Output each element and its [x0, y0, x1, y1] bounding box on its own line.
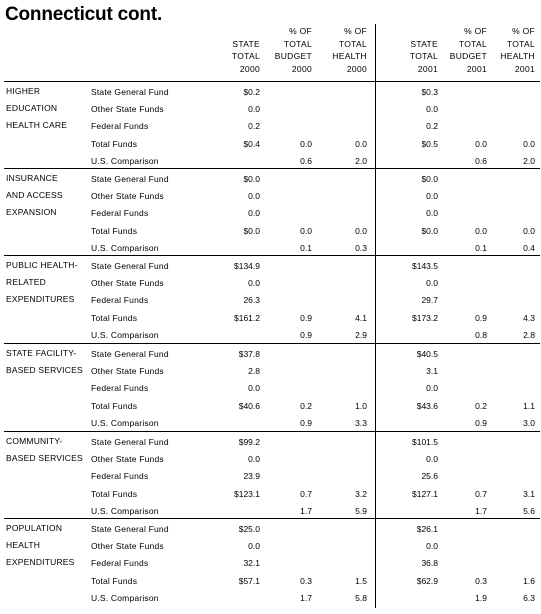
column-header-line: TOTAL	[506, 38, 535, 49]
row-label: Total Funds	[91, 225, 138, 236]
column-header-line: HEALTH	[332, 51, 367, 61]
column-header-line: 2000	[291, 63, 312, 74]
row-label: Other State Funds	[91, 541, 164, 552]
column-header-line: % OF	[464, 26, 487, 36]
column-header	[477, 25, 535, 75]
table-cell: $25.0	[238, 524, 260, 534]
section-label-line: EXPENDITURES	[6, 557, 75, 567]
section-label-line: HEALTH CARE	[6, 120, 68, 130]
section-label-line: POPULATION	[6, 523, 63, 533]
table-row	[0, 171, 541, 188]
column-header-line: TOTAL	[409, 51, 438, 61]
table-cell: 5.9	[355, 505, 367, 516]
table-cell: 0.3	[475, 575, 487, 586]
column-header-line: 2000	[346, 63, 367, 74]
row-label: Federal Funds	[91, 295, 149, 306]
table-row	[0, 590, 541, 607]
section-label-line: PUBLIC HEALTH-	[6, 260, 78, 270]
table-cell: 1.7	[300, 505, 312, 516]
table-cell: 3.1	[523, 488, 535, 499]
table-cell: $0.3	[421, 87, 438, 97]
table-cell: 0.2	[426, 121, 438, 132]
table-cell: $123.1	[234, 488, 260, 499]
section-label-line: INSURANCE	[6, 173, 58, 183]
row-label: Federal Funds	[91, 558, 149, 569]
row-label: Total Funds	[91, 488, 138, 499]
table-cell: $0.2	[243, 87, 260, 97]
section-label-line: BASED SERVICES	[6, 453, 83, 463]
table-cell: 0.0	[355, 138, 367, 149]
table-cell: 1.7	[300, 592, 312, 603]
table-cell: 0.9	[475, 312, 487, 323]
table-cell: 1.0	[355, 400, 367, 411]
table-row	[0, 101, 541, 118]
column-header-line: 2001	[417, 63, 438, 74]
table-cell: 4.1	[355, 312, 367, 323]
table-cell: 0.7	[300, 488, 312, 499]
table-cell: 6.3	[523, 592, 535, 603]
row-label: U.S. Comparison	[91, 592, 159, 603]
section-divider	[4, 518, 540, 519]
table-cell: 1.7	[475, 505, 487, 516]
table-row	[0, 346, 541, 363]
page-title: Connecticut cont.	[5, 4, 163, 25]
table-row	[0, 118, 541, 135]
table-row	[0, 451, 541, 468]
section-divider	[4, 431, 540, 432]
column-header	[202, 38, 260, 76]
table-cell: 4.3	[523, 312, 535, 323]
table-cell: $0.0	[243, 174, 260, 184]
table-cell: 0.2	[248, 121, 260, 132]
table-cell: 0.0	[426, 208, 438, 219]
table-row	[0, 310, 541, 327]
table-cell: 0.0	[248, 208, 260, 219]
row-label: U.S. Comparison	[91, 242, 159, 253]
table-row	[0, 415, 541, 432]
table-cell: 36.8	[421, 558, 438, 569]
table-cell: 0.2	[300, 400, 312, 411]
table-cell: $57.1	[238, 575, 260, 586]
table-row	[0, 363, 541, 380]
table-cell: 0.9	[300, 312, 312, 323]
section-label-line: EXPANSION	[6, 207, 57, 217]
table-cell: 0.9	[300, 417, 312, 428]
table-row	[0, 521, 541, 538]
column-header-line: % OF	[289, 26, 312, 36]
table-row	[0, 573, 541, 590]
table-cell: 0.0	[426, 541, 438, 552]
table-cell: 2.8	[248, 366, 260, 377]
column-header-line: 2001	[466, 63, 487, 74]
table-cell: 0.0	[475, 138, 487, 149]
section-label-line: HIGHER	[6, 86, 41, 96]
table-cell: $134.9	[234, 261, 260, 271]
table-cell: 0.0	[523, 138, 535, 149]
table-cell: $0.0	[421, 174, 438, 184]
row-label: Federal Funds	[91, 383, 149, 394]
row-label: Total Funds	[91, 400, 138, 411]
column-header-line: % OF	[512, 26, 535, 36]
table-cell: 0.0	[248, 278, 260, 289]
section-divider	[4, 255, 540, 256]
row-label: Federal Funds	[91, 121, 149, 132]
table-cell: 25.6	[421, 471, 438, 482]
table-cell: 0.0	[426, 104, 438, 115]
row-label: State General Fund	[91, 349, 169, 359]
row-label: State General Fund	[91, 261, 169, 271]
section-label-line: RELATED	[6, 277, 46, 287]
table-cell: $0.5	[421, 138, 438, 149]
table-cell: 0.9	[300, 329, 312, 340]
table-row	[0, 275, 541, 292]
row-label: U.S. Comparison	[91, 505, 159, 516]
column-header-line: BUDGET	[274, 51, 312, 61]
table-cell: 0.0	[523, 225, 535, 236]
section-label-line: BASED SERVICES	[6, 365, 83, 375]
table-cell: 0.0	[248, 191, 260, 202]
column-header-line: BUDGET	[449, 51, 487, 61]
column-header-line: TOTAL	[338, 38, 367, 49]
table-row	[0, 258, 541, 275]
row-label: Other State Funds	[91, 104, 164, 115]
table-cell: 23.9	[243, 471, 260, 482]
row-label: State General Fund	[91, 437, 169, 447]
table-cell: 2.0	[523, 155, 535, 166]
table-cell: 1.5	[355, 575, 367, 586]
table-cell: 3.0	[523, 417, 535, 428]
row-label: Other State Funds	[91, 366, 164, 377]
table-cell: 3.1	[426, 366, 438, 377]
table-row	[0, 292, 541, 309]
table-cell: 0.1	[475, 242, 487, 253]
table-row	[0, 188, 541, 205]
row-label: Other State Funds	[91, 454, 164, 465]
table-row	[0, 327, 541, 344]
column-header	[309, 25, 367, 75]
section-label-line: EDUCATION	[6, 103, 58, 113]
table-row	[0, 434, 541, 451]
table-cell: 0.9	[475, 417, 487, 428]
table-cell: 1.9	[475, 592, 487, 603]
row-label: Total Funds	[91, 312, 138, 323]
section-divider	[4, 81, 540, 82]
table-cell: $0.0	[243, 225, 260, 236]
table-cell: 32.1	[243, 558, 260, 569]
table-cell: 0.6	[300, 155, 312, 166]
row-label: State General Fund	[91, 524, 169, 534]
section-label-line: HEALTH	[6, 540, 41, 550]
table-cell: 0.0	[300, 225, 312, 236]
section-label-line: AND ACCESS	[6, 190, 63, 200]
row-label: State General Fund	[91, 87, 169, 97]
table-cell: $0.0	[421, 225, 438, 236]
table-cell: $40.6	[238, 400, 260, 411]
table-cell: 0.1	[300, 242, 312, 253]
table-row	[0, 555, 541, 572]
table-cell: 0.0	[355, 225, 367, 236]
table-cell: 2.0	[355, 155, 367, 166]
table-cell: 0.0	[248, 104, 260, 115]
row-label: Federal Funds	[91, 471, 149, 482]
section-divider	[4, 343, 540, 344]
section-label-line: STATE FACILITY-	[6, 348, 77, 358]
table-cell: 5.6	[523, 505, 535, 516]
row-label: U.S. Comparison	[91, 155, 159, 166]
table-cell: 0.0	[248, 383, 260, 394]
table-cell: 0.0	[300, 138, 312, 149]
row-label: State General Fund	[91, 174, 169, 184]
table-cell: $37.8	[238, 349, 260, 359]
section-label-line: COMMUNITY-	[6, 436, 63, 446]
row-label: Total Funds	[91, 138, 138, 149]
table-cell: $101.5	[412, 437, 438, 447]
section-divider	[4, 168, 540, 169]
table-row	[0, 380, 541, 397]
table-row	[0, 486, 541, 503]
table-cell: 0.0	[426, 191, 438, 202]
table-cell: 1.6	[523, 575, 535, 586]
table-cell: $127.1	[412, 488, 438, 499]
table-cell: 0.3	[300, 575, 312, 586]
table-cell: $161.2	[234, 312, 260, 323]
column-header-line: STATE	[232, 38, 260, 49]
table-cell: 0.3	[355, 242, 367, 253]
table-cell: 0.4	[523, 242, 535, 253]
column-header-line: % OF	[344, 26, 367, 36]
table-cell: 0.2	[475, 400, 487, 411]
row-label: Other State Funds	[91, 278, 164, 289]
table-row	[0, 84, 541, 101]
table-cell: $0.4	[243, 138, 260, 149]
column-header-line: 2000	[239, 63, 260, 74]
table-cell: $43.6	[416, 400, 438, 411]
column-header-line: 2001	[514, 63, 535, 74]
section-label-line: EXPENDITURES	[6, 294, 75, 304]
column-header-line: TOTAL	[458, 38, 487, 49]
table-cell: 3.3	[355, 417, 367, 428]
table-cell: $26.1	[416, 524, 438, 534]
row-label: U.S. Comparison	[91, 329, 159, 340]
table-cell: 0.8	[475, 329, 487, 340]
table-cell: 0.0	[248, 541, 260, 552]
column-header-line: TOTAL	[231, 51, 260, 61]
table-cell: 29.7	[421, 295, 438, 306]
row-label: Other State Funds	[91, 191, 164, 202]
table-cell: 0.0	[426, 454, 438, 465]
column-header-line: STATE	[410, 38, 438, 49]
row-label: U.S. Comparison	[91, 417, 159, 428]
column-header-line: TOTAL	[283, 38, 312, 49]
table-cell: $40.5	[416, 349, 438, 359]
table-row	[0, 538, 541, 555]
column-header	[254, 25, 312, 75]
row-label: Federal Funds	[91, 208, 149, 219]
table-cell: 0.6	[475, 155, 487, 166]
row-label: Total Funds	[91, 575, 138, 586]
table-row	[0, 136, 541, 153]
table-row	[0, 468, 541, 485]
table-cell: $62.9	[416, 575, 438, 586]
table-cell: 5.8	[355, 592, 367, 603]
table-cell: 0.0	[426, 278, 438, 289]
column-header-line: HEALTH	[500, 51, 535, 61]
table-cell: 26.3	[243, 295, 260, 306]
table-row	[0, 398, 541, 415]
table-cell: 0.0	[248, 454, 260, 465]
table-cell: 2.8	[523, 329, 535, 340]
table-cell: 3.2	[355, 488, 367, 499]
table-cell: 0.0	[475, 225, 487, 236]
table-cell: 0.7	[475, 488, 487, 499]
table-cell: 2.9	[355, 329, 367, 340]
table-cell: 1.1	[523, 400, 535, 411]
table-cell: $99.2	[238, 437, 260, 447]
table-cell: $173.2	[412, 312, 438, 323]
table-row	[0, 223, 541, 240]
table-row	[0, 205, 541, 222]
table-cell: 0.0	[426, 383, 438, 394]
table-cell: $143.5	[412, 261, 438, 271]
